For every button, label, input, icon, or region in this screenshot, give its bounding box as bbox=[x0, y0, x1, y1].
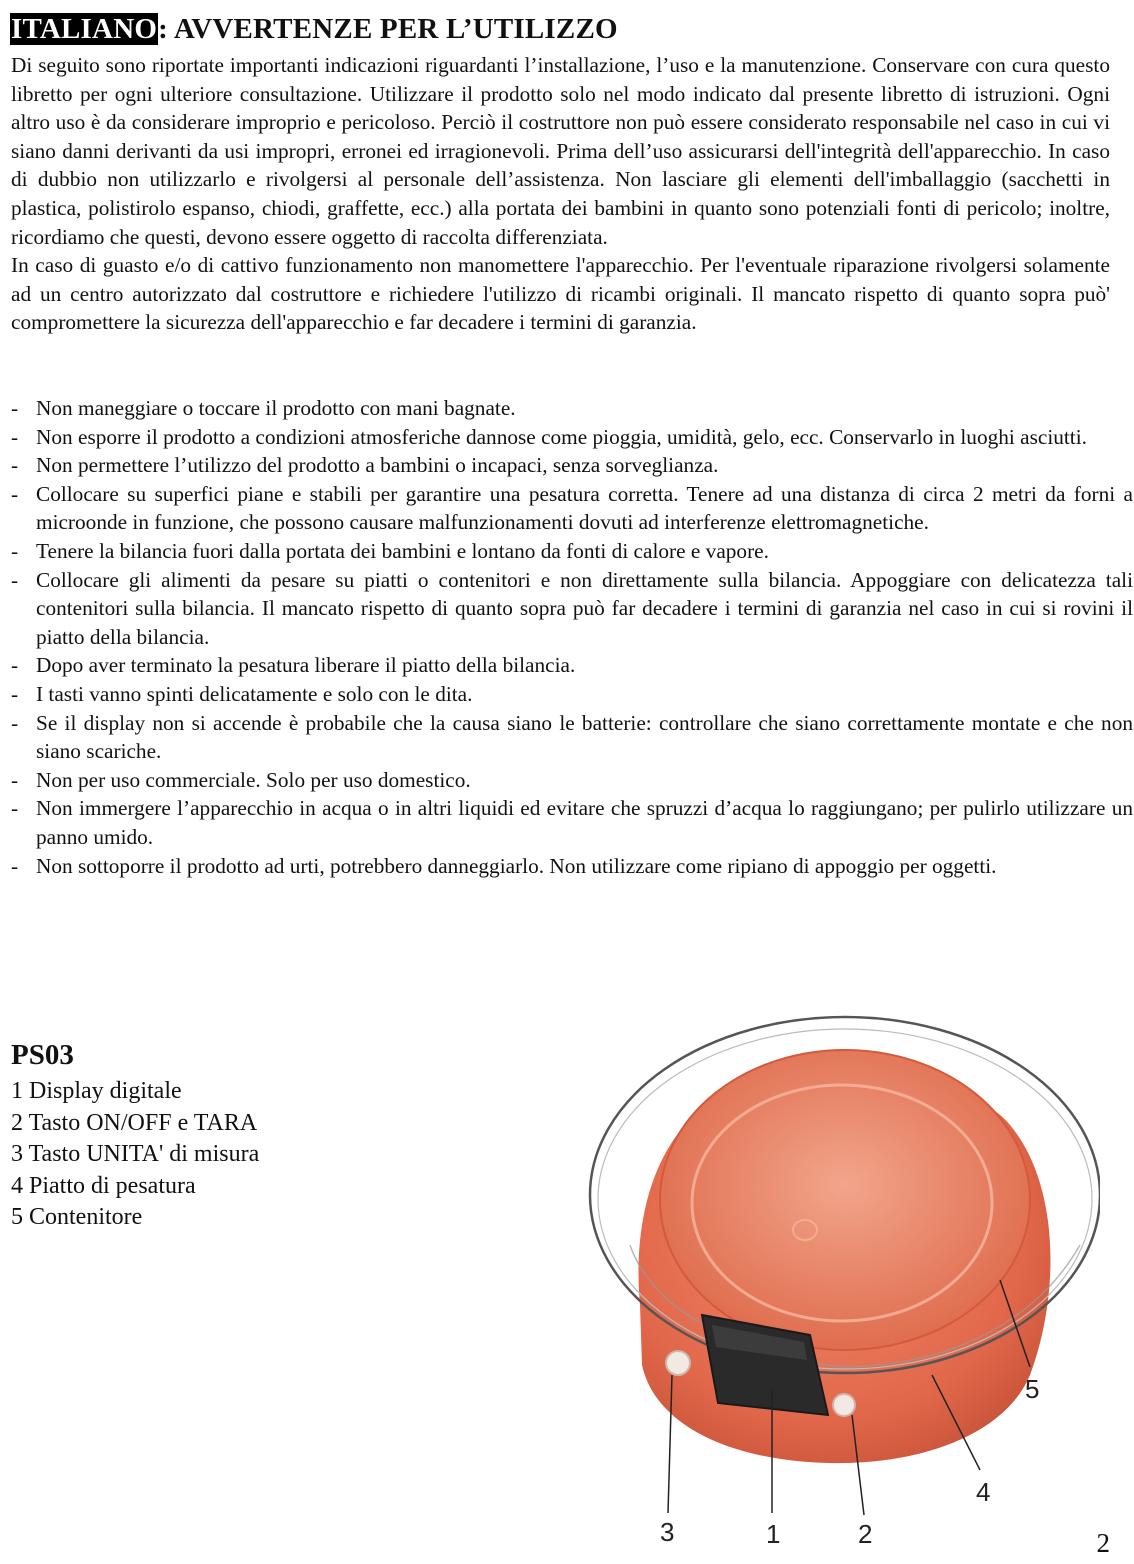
warnings-list bbox=[11, 394, 1133, 880]
warning-item: - Tenere la bilancia fuori dalla portata dei bambini e lontano da fonti di calore e vapore. bbox=[11, 537, 1133, 566]
warning-item: - Non per uso commerciale. Solo per uso domestico. bbox=[11, 766, 1133, 795]
part-item: 4 Piatto di pesatura bbox=[11, 1172, 196, 1199]
callout-3: 3 bbox=[660, 1517, 675, 1547]
intro-text bbox=[11, 51, 1110, 337]
title-separator: : bbox=[158, 13, 174, 45]
language-label: ITALIANO bbox=[11, 13, 158, 45]
warning-item: - Non sottoporre il prodotto ad urti, potrebbero danneggiarlo. Non utilizzare come ripiano di appoggio per oggetti. bbox=[11, 852, 1133, 881]
unit-button bbox=[666, 1351, 690, 1375]
weighing-plate bbox=[660, 1050, 1030, 1350]
warning-item: - Se il display non si accende è probabile che la causa siano le batterie: controllare che siano correttamente montate e che non siano scariche. bbox=[11, 709, 1133, 766]
intro-paragraph: Di seguito sono riportate importanti indicazioni riguardanti l’installazione, l’uso e la manutenzione. Conservare con cura questo libretto per ogni ulteriore consultazione. Utilizzare il prodotto solo nel modo indicato dal presente libretto di istruzioni. Ogni altro uso è da considerare improprio e pericoloso. Perciò il costruttore non può essere considerato responsabile nel caso in cui vi siano danni derivanti da usi impropri, erronei ed irragionevoli. Prima dell’uso assicurarsi dell'integrità dell'apparecchio. In caso di dubbio non utilizzarlo e rivolgersi al personale dell’assistenza. Non lasciare gli elementi dell'imballaggio (sacchetti in plastica, polistirolo espanso, chiodi, graffette, ecc.) alla portata dei bambini in quanto sono potenziali fonti di pericolo; inoltre, ricordiamo che questi, devono essere oggetto di raccolta differenziata. bbox=[11, 53, 1110, 249]
part-item: 1 Display digitale bbox=[11, 1078, 182, 1104]
intro-paragraph: In caso di guasto e/o di cattivo funzionamento non manomettere l'apparecchio. Per l'eventuale riparazione rivolgersi solamente ad un centro autorizzato dal costruttore e richiedere l'utilizzo di ricambi originali. Il mancato rispetto di quanto sopra può' compromettere la sicurezza dell'apparecchio e far decadere i termini di garanzia. bbox=[11, 253, 1110, 335]
callout-4: 4 bbox=[976, 1477, 991, 1507]
title-text: AVVERTENZE PER L’UTILIZZO bbox=[173, 13, 618, 45]
kitchen-scale-diagram bbox=[560, 995, 1100, 1555]
part-item: 2 Tasto ON/OFF e TARA bbox=[11, 1109, 258, 1136]
warning-item: - Non esporre il prodotto a condizioni atmosferiche dannose come pioggia, umidità, gelo, ecc. Conservarlo in luoghi asciutti. bbox=[11, 423, 1133, 452]
warning-item: - Dopo aver terminato la pesatura liberare il piatto della bilancia. bbox=[11, 651, 1133, 680]
callout-1: 1 bbox=[766, 1519, 781, 1549]
warning-item: - Non permettere l’utilizzo del prodotto a bambini o incapaci, senza sorveglianza. bbox=[11, 451, 1133, 480]
callout-5: 5 bbox=[1025, 1374, 1040, 1404]
parts-list bbox=[11, 1076, 259, 1234]
model-name: PS03 bbox=[11, 1039, 74, 1071]
warning-item: - I tasti vanno spinti delicatamente e solo con le dita. bbox=[11, 680, 1133, 709]
warning-item: - Non immergere l’apparecchio in acqua o in altri liquidi ed evitare che spruzzi d’acqua lo raggiungano; per pulirlo utilizzare un panno umido. bbox=[11, 794, 1133, 851]
part-item: 3 Tasto UNITA' di misura bbox=[11, 1141, 260, 1168]
part-item: 5 Contenitore bbox=[11, 1204, 143, 1231]
page-number: 2 bbox=[1096, 1528, 1110, 1558]
warning-item: - Non maneggiare o toccare il prodotto con mani bagnate. bbox=[11, 394, 1133, 423]
warning-item: - Collocare su superfici piane e stabili per garantire una pesatura corretta. Tenere ad una distanza di circa 2 metri da forni a microonde in funzione, che possono causare malfunzionamenti dovuti ad interferenze elettromagnetiche. bbox=[11, 480, 1133, 537]
section-title bbox=[10, 12, 618, 46]
onoff-tare-button bbox=[833, 1394, 855, 1416]
warning-item: - Collocare gli alimenti da pesare su piatti o contenitori e non direttamente sulla bilancia. Appoggiare con delicatezza tali contenitori sulla bilancia. Il mancato rispetto di quanto sopra può far decadere i termini di garanzia nel caso in cui si rovini il piatto della bilancia. bbox=[11, 566, 1133, 652]
callout-2: 2 bbox=[858, 1519, 873, 1549]
